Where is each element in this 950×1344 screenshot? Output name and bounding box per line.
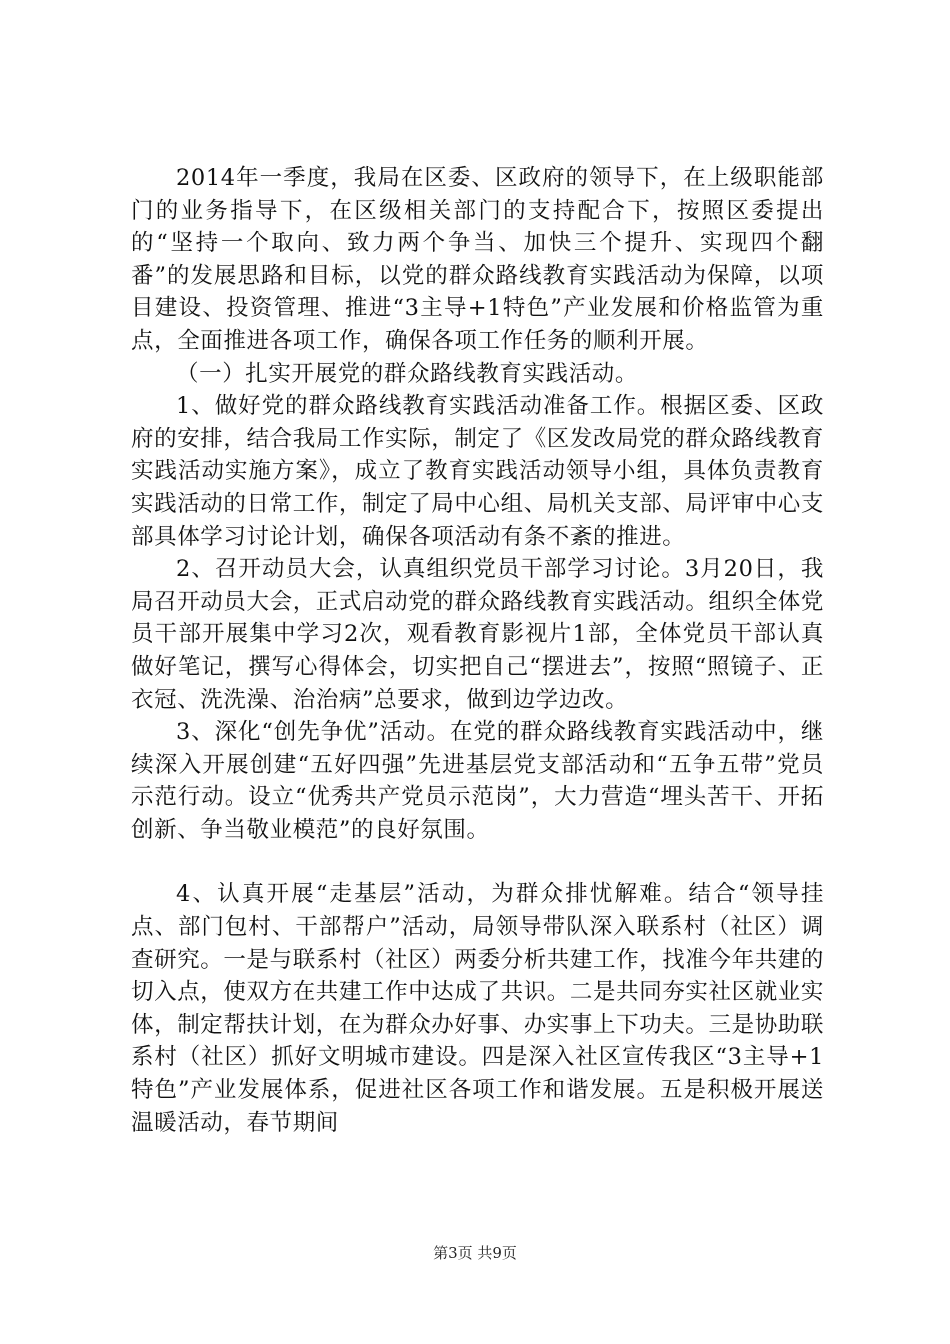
paragraph-item-1: 1、做好党的群众路线教育实践活动准备工作。根据区委、区政府的安排，结合我局工作实际，制定了《区发改局党的群众路线教育实践活动实施方案》，成立了教育实践活动领导小组，具体负责教育实践活动的日常工作，制定了局中心组、局机关支部、局评审中心支部具体学习讨论计划，确保各项活动有条不紊的推进。: [131, 393, 825, 550]
paragraph-item-2: 2、召开动员大会，认真组织党员干部学习讨论。3月20日，我局召开动员大会，正式启动党的群众路线教育实践活动。组织全体党员干部开展集中学习2次，观看教育影视片1部，全体党员干部认真做好笔记，撰写心得体会，切实把自己“摆进去”，按照“照镜子、正衣冠、洗洗澡、治治病”总要求，做到边学边改。: [131, 556, 825, 713]
page-footer: 第3页 共9页: [433, 1244, 517, 1262]
paragraph-item-4: 4、认真开展“走基层”活动，为群众排忧解难。结合“领导挂点、部门包村、干部帮户”活动，局领导带队深入联系村（社区）调查研究。一是与联系村（社区）两委分析共建工作，找准今年共建的切入点，使双方在共建工作中达成了共识。二是共同夯实社区就业实体，制定帮扶计划，在为群众办好事、办实事上下功夫。三是协助联系村（社区）抓好文明城市建设。四是深入社区宣传我区“3主导+1特色”产业发展体系，促进社区各项工作和谐发展。五是积极开展送温暖活动，春节期间: [131, 881, 825, 1136]
document-body: [131, 162, 824, 1139]
paragraph-item-3: 3、深化“创先争优”活动。在党的群众路线教育实践活动中，继续深入开展创建“五好四强”先进基层党支部活动和“五争五带”党员示范行动。设立“优秀共产党员示范岗”，大力营造“埋头苦干、开拓创新、争当敬业模范”的良好氛围。: [131, 719, 824, 843]
section-heading-1: （一）扎实开展党的群众路线教育实践活动。: [176, 360, 639, 387]
paragraph-intro: 2014年一季度，我局在区委、区政府的领导下，在上级职能部门的业务指导下，在区级相关部门的支持配合下，按照区委提出的“坚持一个取向、致力两个争当、加快三个提升、实现四个翻番”的发展思路和目标，以党的群众路线教育实践活动为保障，以项目建设、投资管理、推进“3主导+1特色”产业发展和价格监管为重点，全面推进各项工作，确保各项工作任务的顺利开展。: [131, 165, 824, 354]
